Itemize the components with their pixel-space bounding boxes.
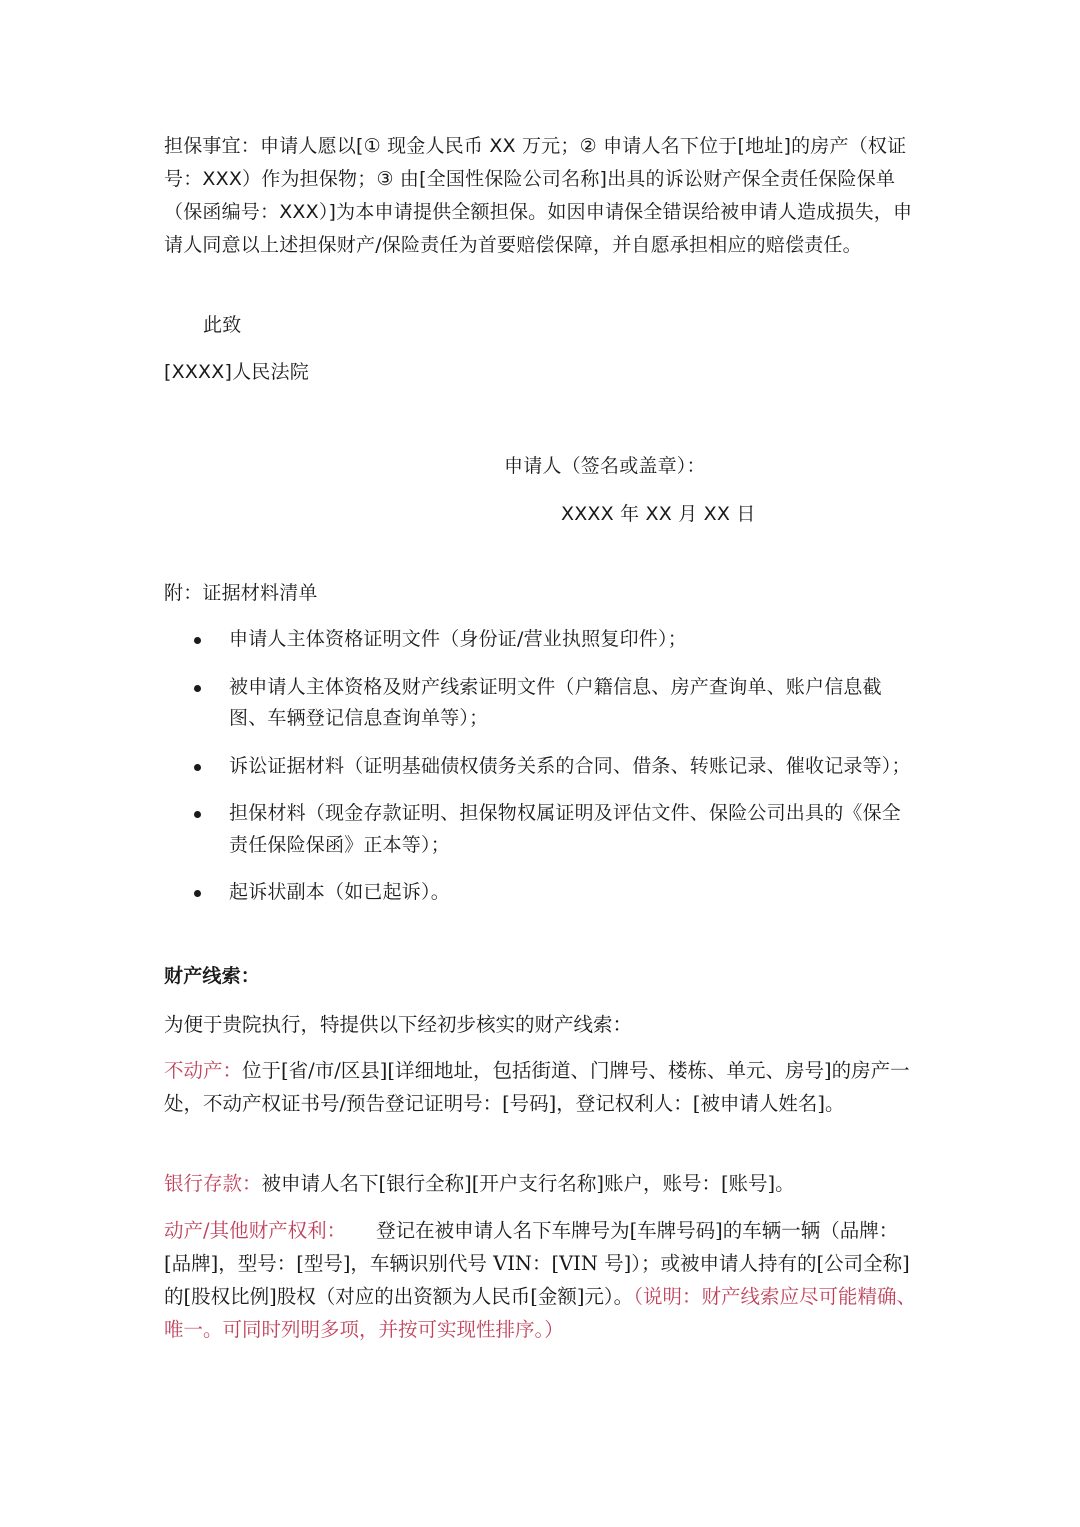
guarantee-paragraph: 担保事宜：申请人愿以[① 现金人民币 XX 万元；② 申请人名下位于[地址]的房产（权证号：XXX）作为担保物；③ 由[全国性保险公司名称]出具的诉讼财产保全责任保险保单（保函编号：XXX）]为本申请提供全额担保。如因申请保全错误给被申请人造成损失，申请人同意以上述担保财产/保险责任为首要赔偿保障，并自愿承担相应的赔偿责任。 — [164, 135, 913, 256]
list-item: 担保材料（现金存款证明、担保物权属证明及评估文件、保险公司出具的《保全责任保险保函》正本等）； — [164, 798, 916, 861]
movable-text: 登记在被申请人名下车牌号为[车牌号码]的车辆一辆（品牌：[品牌]，型号：[型号]，车辆识别代号 VIN：[VIN 号]）；或被申请人持有的[公司全称]的[股权比例]股权（对应的出资额为人民币[金额]元）。 — [164, 1219, 910, 1308]
list-item: 被申请人主体资格及财产线索证明文件（户籍信息、房产查询单、账户信息截图、车辆登记信息查询单等）； — [164, 672, 916, 735]
bullet-icon — [194, 890, 201, 897]
list-item: 诉讼证据材料（证明基础债权债务关系的合同、借条、转账记录、催收记录等）； — [164, 751, 916, 783]
bullet-icon — [194, 685, 201, 692]
real-estate-label: 不动产： — [164, 1059, 243, 1082]
court-name: [XXXX]人民法院 — [164, 361, 309, 383]
bullet-icon — [194, 811, 201, 818]
attachments-title: 附：证据材料清单 — [164, 582, 318, 604]
signature-line: 申请人（签名或盖章）： — [504, 455, 706, 477]
property-note: （说明：财产线索应尽可能精确、唯一。可同时列明多项，并按可实现性排序。） — [164, 1285, 916, 1341]
salutation: 此致 — [203, 314, 242, 336]
property-intro: 为便于贵院执行，特提供以下经初步核实的财产线索： — [164, 1013, 633, 1036]
real-estate-paragraph — [164, 1054, 916, 1120]
movable-paragraph — [164, 1214, 916, 1346]
date-line: XXXX 年 XX 月 XX 日 — [561, 503, 756, 525]
movable-label: 动产/其他财产权利： — [164, 1219, 347, 1242]
bullet-icon — [194, 637, 201, 644]
list-item: 申请人主体资格证明文件（身份证/营业执照复印件）； — [164, 624, 916, 656]
real-estate-text: 位于[省/市/区县][详细地址，包括街道、门牌号、楼栋、单元、房号]的房产一处，不动产权证书号/预告登记证明号：[号码]，登记权利人：[被申请人姓名]。 — [164, 1059, 910, 1115]
bank-paragraph — [164, 1167, 916, 1200]
bank-text: 被申请人名下[银行全称][开户支行名称]账户，账号：[账号]。 — [261, 1172, 795, 1195]
bullet-icon — [194, 764, 201, 771]
list-item: 起诉状副本（如已起诉）。 — [164, 877, 916, 909]
bank-label: 银行存款： — [164, 1172, 262, 1195]
property-heading: 财产线索： — [164, 965, 261, 987]
attachments-list — [164, 624, 916, 925]
